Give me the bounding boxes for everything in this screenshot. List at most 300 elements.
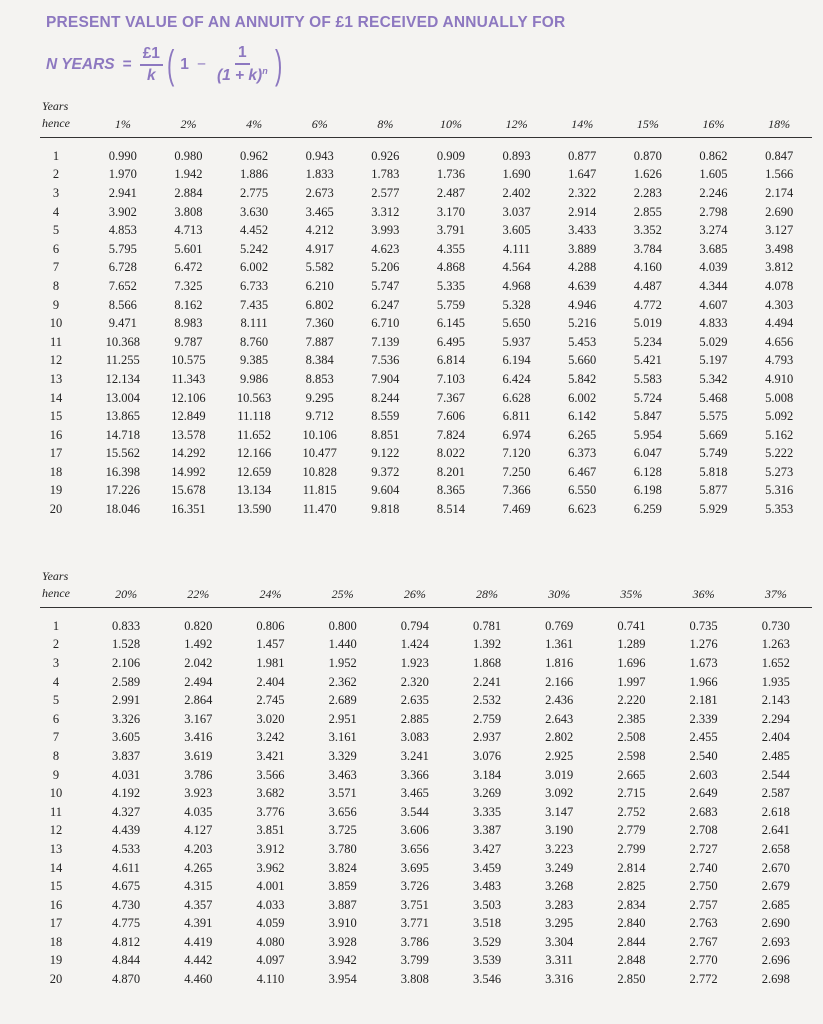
value-cell: 0.735 xyxy=(689,618,718,633)
value-cell: 4.160 xyxy=(633,260,662,275)
value-cell: 5.747 xyxy=(371,278,400,293)
value-cell: 2.941 xyxy=(108,185,137,200)
value-cell: 5.583 xyxy=(633,371,662,386)
value-cell: 1.886 xyxy=(240,167,269,182)
year-cell: 20 xyxy=(49,972,63,987)
table-row xyxy=(40,840,812,859)
table-row xyxy=(40,933,812,952)
value-cell: 2.294 xyxy=(761,711,790,726)
value-cell: 1.696 xyxy=(617,655,646,670)
year-cell: 11 xyxy=(49,804,63,819)
value-cell: 5.019 xyxy=(633,316,662,331)
value-cell: 1.440 xyxy=(328,637,357,652)
value-cell: 2.779 xyxy=(617,823,646,838)
value-cell: 13.865 xyxy=(105,409,140,424)
value-cell: 6.247 xyxy=(371,297,400,312)
open-paren: ( xyxy=(166,43,175,87)
value-cell: 3.190 xyxy=(545,823,574,838)
value-cell: 2.825 xyxy=(617,879,646,894)
value-cell: 3.268 xyxy=(545,879,574,894)
value-cell: 4.607 xyxy=(699,297,728,312)
value-cell: 1.492 xyxy=(184,637,213,652)
value-cell: 4.031 xyxy=(112,767,141,782)
value-cell: 9.295 xyxy=(305,390,334,405)
table-row xyxy=(40,203,812,222)
value-cell: 3.786 xyxy=(400,934,429,949)
value-cell: 4.564 xyxy=(502,260,531,275)
rate-header: 30% xyxy=(523,566,595,608)
value-cell: 3.682 xyxy=(256,786,285,801)
value-cell: 1.361 xyxy=(545,637,574,652)
value-cell: 3.923 xyxy=(184,786,213,801)
value-cell: 3.837 xyxy=(112,748,141,763)
rate-header: 16% xyxy=(681,96,747,138)
value-cell: 5.724 xyxy=(633,390,662,405)
table-header-row xyxy=(40,96,812,138)
value-cell: 2.641 xyxy=(761,823,790,838)
table-row xyxy=(40,500,812,519)
value-cell: 1.816 xyxy=(545,655,574,670)
value-cell: 4.001 xyxy=(256,879,285,894)
rate-header: 15% xyxy=(615,96,681,138)
value-cell: 4.315 xyxy=(184,879,213,894)
value-cell: 0.926 xyxy=(371,148,400,163)
value-cell: 4.035 xyxy=(184,804,213,819)
value-cell: 3.791 xyxy=(436,223,465,238)
value-cell: 2.864 xyxy=(184,693,213,708)
table-row xyxy=(40,608,812,636)
value-cell: 4.355 xyxy=(436,241,465,256)
value-cell: 9.787 xyxy=(174,334,203,349)
table-row xyxy=(40,766,812,785)
value-cell: 6.002 xyxy=(568,390,597,405)
value-cell: 4.344 xyxy=(699,278,728,293)
value-cell: 1.783 xyxy=(371,167,400,182)
value-cell: 2.991 xyxy=(112,693,141,708)
value-cell: 4.611 xyxy=(112,860,140,875)
value-cell: 2.544 xyxy=(761,767,790,782)
rate-header: 20% xyxy=(90,566,162,608)
year-cell: 18 xyxy=(49,464,63,479)
value-cell: 2.283 xyxy=(633,185,662,200)
annuity-formula xyxy=(46,40,286,90)
year-cell: 19 xyxy=(49,483,63,498)
table-row xyxy=(40,896,812,915)
value-cell: 10.368 xyxy=(105,334,140,349)
value-cell: 11.815 xyxy=(302,483,337,498)
value-cell: 3.771 xyxy=(400,916,429,931)
fraction-denominator xyxy=(214,65,271,85)
fraction-one-over-k xyxy=(140,45,163,85)
value-cell: 0.741 xyxy=(617,618,646,633)
value-cell: 3.335 xyxy=(472,804,502,819)
table-row xyxy=(40,445,812,464)
value-cell: 5.749 xyxy=(699,446,728,461)
value-cell: 2.143 xyxy=(761,693,790,708)
value-cell: 3.465 xyxy=(400,786,429,801)
table-row xyxy=(40,673,812,692)
value-cell: 13.004 xyxy=(105,390,140,405)
value-cell: 4.713 xyxy=(174,223,203,238)
value-cell: 2.455 xyxy=(689,730,718,745)
value-cell: 5.650 xyxy=(502,316,531,331)
fraction-numerator: £1 xyxy=(140,45,163,66)
value-cell: 3.928 xyxy=(328,934,357,949)
year-cell: 15 xyxy=(49,409,63,424)
years-label: Years xyxy=(42,99,69,113)
value-cell: 5.273 xyxy=(765,464,794,479)
year-cell: 16 xyxy=(49,897,63,912)
value-cell: 5.929 xyxy=(699,502,728,517)
value-cell: 4.080 xyxy=(256,934,285,949)
value-cell: 7.887 xyxy=(305,334,334,349)
value-cell: 8.244 xyxy=(371,390,400,405)
value-cell: 0.847 xyxy=(765,148,794,163)
value-cell: 1.276 xyxy=(689,637,718,652)
value-cell: 5.342 xyxy=(699,371,728,386)
table-row xyxy=(40,915,812,934)
table-row xyxy=(40,138,812,166)
year-cell: 17 xyxy=(49,916,63,931)
value-cell: 4.460 xyxy=(184,972,213,987)
value-cell: 1.923 xyxy=(400,655,429,670)
value-cell: 2.715 xyxy=(617,786,646,801)
rate-header: 36% xyxy=(668,566,740,608)
year-cell: 1 xyxy=(52,148,60,163)
value-cell: 3.619 xyxy=(184,748,213,763)
value-cell: 6.802 xyxy=(305,297,334,312)
value-cell: 3.170 xyxy=(436,204,465,219)
value-cell: 2.220 xyxy=(617,693,646,708)
value-cell: 4.833 xyxy=(699,316,728,331)
year-cell: 14 xyxy=(49,860,63,875)
value-cell: 7.325 xyxy=(174,278,203,293)
value-cell: 2.698 xyxy=(761,972,790,987)
value-cell: 4.452 xyxy=(240,223,269,238)
value-cell: 7.360 xyxy=(305,316,334,331)
value-cell: 2.603 xyxy=(689,767,718,782)
value-cell: 2.246 xyxy=(699,185,728,200)
value-cell: 3.776 xyxy=(256,804,285,819)
value-cell: 13.590 xyxy=(236,502,272,517)
value-cell: 4.192 xyxy=(112,786,141,801)
rate-header: 1% xyxy=(90,96,156,138)
value-cell: 16.351 xyxy=(171,502,206,517)
equals-sign: = xyxy=(122,56,132,73)
value-cell: 2.508 xyxy=(617,730,646,745)
value-cell: 4.212 xyxy=(305,223,334,238)
value-cell: 2.402 xyxy=(502,185,531,200)
table-row xyxy=(40,859,812,878)
value-cell: 8.983 xyxy=(174,316,203,331)
value-cell: 9.818 xyxy=(371,502,400,517)
hence-label: hence xyxy=(42,116,70,130)
value-cell: 5.242 xyxy=(240,241,269,256)
value-cell: 4.059 xyxy=(256,916,285,931)
value-cell: 7.120 xyxy=(502,446,531,461)
value-cell: 10.828 xyxy=(302,464,337,479)
value-cell: 6.623 xyxy=(568,502,597,517)
value-cell: 7.250 xyxy=(502,464,531,479)
rate-header: 10% xyxy=(418,96,484,138)
year-cell: 2 xyxy=(52,637,60,652)
value-cell: 9.712 xyxy=(305,409,334,424)
value-cell: 5.335 xyxy=(436,278,465,293)
value-cell: 2.485 xyxy=(761,748,790,763)
value-cell: 3.304 xyxy=(545,934,574,949)
value-cell: 15.678 xyxy=(171,483,206,498)
table-row xyxy=(40,352,812,371)
table-row xyxy=(40,221,812,240)
value-cell: 6.002 xyxy=(240,260,269,275)
minus-sign: − xyxy=(196,56,206,73)
value-cell: 0.990 xyxy=(108,148,137,163)
value-cell: 5.575 xyxy=(699,409,728,424)
value-cell: 3.416 xyxy=(184,730,213,745)
value-cell: 2.775 xyxy=(240,185,269,200)
year-cell: 17 xyxy=(49,446,63,461)
value-cell: 2.665 xyxy=(617,767,646,782)
value-cell: 2.494 xyxy=(184,674,213,689)
value-cell: 1.626 xyxy=(633,167,662,182)
value-cell: 2.487 xyxy=(436,185,465,200)
table-row xyxy=(40,240,812,259)
value-cell: 2.690 xyxy=(761,916,790,931)
value-cell: 3.859 xyxy=(328,879,357,894)
value-cell: 3.421 xyxy=(256,748,285,763)
value-cell: 4.775 xyxy=(112,916,141,931)
value-cell: 7.367 xyxy=(436,390,465,405)
year-cell: 10 xyxy=(49,316,63,331)
value-cell: 5.008 xyxy=(765,390,794,405)
value-cell: 3.942 xyxy=(328,953,357,968)
year-cell: 1 xyxy=(52,618,60,633)
year-cell: 5 xyxy=(52,223,60,238)
value-cell: 3.326 xyxy=(112,711,141,726)
value-cell: 2.618 xyxy=(761,804,790,819)
value-cell: 1.981 xyxy=(256,655,285,670)
value-cell: 3.498 xyxy=(765,241,794,256)
value-cell: 8.566 xyxy=(108,297,137,312)
table-row xyxy=(40,747,812,766)
year-cell: 9 xyxy=(52,767,60,782)
value-cell: 5.847 xyxy=(633,409,662,424)
value-cell: 3.184 xyxy=(472,767,502,782)
value-cell: 2.951 xyxy=(328,711,357,726)
value-cell: 17.226 xyxy=(105,483,140,498)
value-cell: 0.877 xyxy=(568,148,597,163)
formula-one: 1 xyxy=(180,56,189,73)
value-cell: 5.222 xyxy=(765,446,794,461)
value-cell: 4.327 xyxy=(112,804,141,819)
value-cell: 4.097 xyxy=(256,953,285,968)
value-cell: 4.288 xyxy=(568,260,597,275)
value-cell: 2.635 xyxy=(400,693,429,708)
value-cell: 8.365 xyxy=(436,483,465,498)
value-cell: 3.242 xyxy=(256,730,285,745)
value-cell: 3.352 xyxy=(633,223,662,238)
rate-header: 28% xyxy=(451,566,523,608)
value-cell: 14.292 xyxy=(171,446,206,461)
value-cell: 5.468 xyxy=(699,390,728,405)
value-cell: 0.820 xyxy=(184,618,213,633)
table-row xyxy=(40,654,812,673)
value-cell: 6.814 xyxy=(436,353,465,368)
value-cell: 9.122 xyxy=(371,446,400,461)
rate-header: 14% xyxy=(549,96,615,138)
value-cell: 5.877 xyxy=(699,483,728,498)
year-cell: 5 xyxy=(52,693,60,708)
years-hence-header xyxy=(40,96,90,138)
value-cell: 3.433 xyxy=(568,223,597,238)
value-cell: 8.853 xyxy=(305,371,334,386)
table-row xyxy=(40,463,812,482)
value-cell: 3.463 xyxy=(328,767,357,782)
value-cell: 5.954 xyxy=(633,427,662,442)
value-cell: 6.047 xyxy=(633,446,662,461)
fraction-discount xyxy=(214,44,271,85)
year-cell: 14 xyxy=(49,390,63,405)
value-cell: 3.725 xyxy=(328,823,357,838)
year-cell: 12 xyxy=(49,823,63,838)
value-cell: 2.727 xyxy=(689,841,718,856)
value-cell: 2.745 xyxy=(256,693,285,708)
value-cell: 2.750 xyxy=(689,879,718,894)
year-cell: 20 xyxy=(49,502,63,517)
value-cell: 4.111 xyxy=(502,241,531,256)
value-cell: 1.690 xyxy=(502,167,531,182)
value-cell: 1.868 xyxy=(472,655,502,670)
value-cell: 1.942 xyxy=(174,167,203,182)
table-row xyxy=(40,166,812,185)
year-cell: 4 xyxy=(52,674,60,689)
value-cell: 3.910 xyxy=(328,916,357,931)
value-cell: 9.986 xyxy=(240,371,269,386)
year-cell: 8 xyxy=(52,278,60,293)
value-cell: 2.689 xyxy=(328,693,357,708)
annuity-table-high-rates xyxy=(40,566,812,989)
value-cell: 2.925 xyxy=(545,748,574,763)
value-cell: 2.322 xyxy=(568,185,597,200)
value-cell: 3.503 xyxy=(472,897,502,912)
value-cell: 1.736 xyxy=(436,167,465,182)
value-cell: 2.914 xyxy=(568,204,597,219)
value-cell: 5.234 xyxy=(633,334,662,349)
value-cell: 3.295 xyxy=(545,916,574,931)
value-cell: 4.793 xyxy=(765,353,794,368)
table-row xyxy=(40,710,812,729)
value-cell: 5.759 xyxy=(436,297,465,312)
value-cell: 3.020 xyxy=(256,711,285,726)
value-cell: 8.111 xyxy=(240,316,268,331)
value-cell: 2.643 xyxy=(545,711,574,726)
value-cell: 4.442 xyxy=(184,953,213,968)
year-cell: 8 xyxy=(52,748,60,763)
value-cell: 11.343 xyxy=(171,371,206,386)
value-cell: 3.311 xyxy=(545,953,574,968)
value-cell: 3.037 xyxy=(502,204,531,219)
value-cell: 2.772 xyxy=(689,972,718,987)
value-cell: 8.201 xyxy=(436,464,465,479)
page-title: PRESENT VALUE OF AN ANNUITY OF £1 RECEIVED ANNUALLY FOR xyxy=(46,14,566,31)
value-cell: 0.870 xyxy=(633,148,662,163)
value-cell: 2.848 xyxy=(617,953,646,968)
value-cell: 1.457 xyxy=(256,637,285,652)
value-cell: 3.887 xyxy=(328,897,357,912)
value-cell: 6.265 xyxy=(568,427,597,442)
value-cell: 8.384 xyxy=(305,353,334,368)
value-cell: 2.757 xyxy=(689,897,718,912)
value-cell: 4.391 xyxy=(184,916,213,931)
value-cell: 3.571 xyxy=(328,786,357,801)
value-cell: 2.767 xyxy=(689,934,718,949)
value-cell: 0.909 xyxy=(436,148,465,163)
value-cell: 2.696 xyxy=(761,953,790,968)
value-cell: 4.910 xyxy=(765,371,794,386)
value-cell: 4.203 xyxy=(184,841,213,856)
value-cell: 6.194 xyxy=(502,353,531,368)
n-years-label: N YEARS xyxy=(46,56,115,73)
table-row xyxy=(40,636,812,655)
value-cell: 0.833 xyxy=(112,618,141,633)
table-row xyxy=(40,426,812,445)
value-cell: 4.639 xyxy=(568,278,597,293)
value-cell: 4.357 xyxy=(184,897,213,912)
value-cell: 4.039 xyxy=(699,260,728,275)
value-cell: 2.685 xyxy=(761,897,790,912)
value-cell: 1.605 xyxy=(699,167,728,182)
value-cell: 5.453 xyxy=(568,334,597,349)
value-cell: 3.780 xyxy=(328,841,357,856)
rate-header: 35% xyxy=(595,566,667,608)
value-cell: 2.598 xyxy=(617,748,646,763)
value-cell: 11.470 xyxy=(302,502,337,517)
value-cell: 0.781 xyxy=(472,618,502,633)
year-cell: 13 xyxy=(49,371,63,386)
value-cell: 2.814 xyxy=(617,860,646,875)
value-cell: 3.167 xyxy=(184,711,213,726)
value-cell: 0.730 xyxy=(761,618,790,633)
value-cell: 3.851 xyxy=(256,823,285,838)
value-cell: 2.708 xyxy=(689,823,718,838)
value-cell: 9.471 xyxy=(108,316,137,331)
rate-header: 12% xyxy=(484,96,550,138)
value-cell: 2.577 xyxy=(371,185,400,200)
value-cell: 3.751 xyxy=(400,897,429,912)
value-cell: 3.546 xyxy=(472,972,502,987)
value-cell: 4.494 xyxy=(765,316,794,331)
value-cell: 4.303 xyxy=(765,297,794,312)
close-paren: ) xyxy=(274,43,283,87)
value-cell: 2.658 xyxy=(761,841,790,856)
year-cell: 7 xyxy=(52,730,60,745)
value-cell: 4.675 xyxy=(112,879,141,894)
value-cell: 5.818 xyxy=(699,464,728,479)
value-cell: 3.812 xyxy=(765,260,794,275)
value-cell: 4.623 xyxy=(371,241,400,256)
table-header-row xyxy=(40,566,812,608)
value-cell: 6.210 xyxy=(305,278,334,293)
value-cell: 1.263 xyxy=(761,637,790,652)
value-cell: 5.162 xyxy=(765,427,794,442)
value-cell: 3.019 xyxy=(545,767,574,782)
table-row xyxy=(40,784,812,803)
value-cell: 2.885 xyxy=(400,711,429,726)
value-cell: 16.398 xyxy=(105,464,140,479)
value-cell: 5.601 xyxy=(174,241,203,256)
value-cell: 1.647 xyxy=(568,167,597,182)
value-cell: 4.487 xyxy=(633,278,662,293)
